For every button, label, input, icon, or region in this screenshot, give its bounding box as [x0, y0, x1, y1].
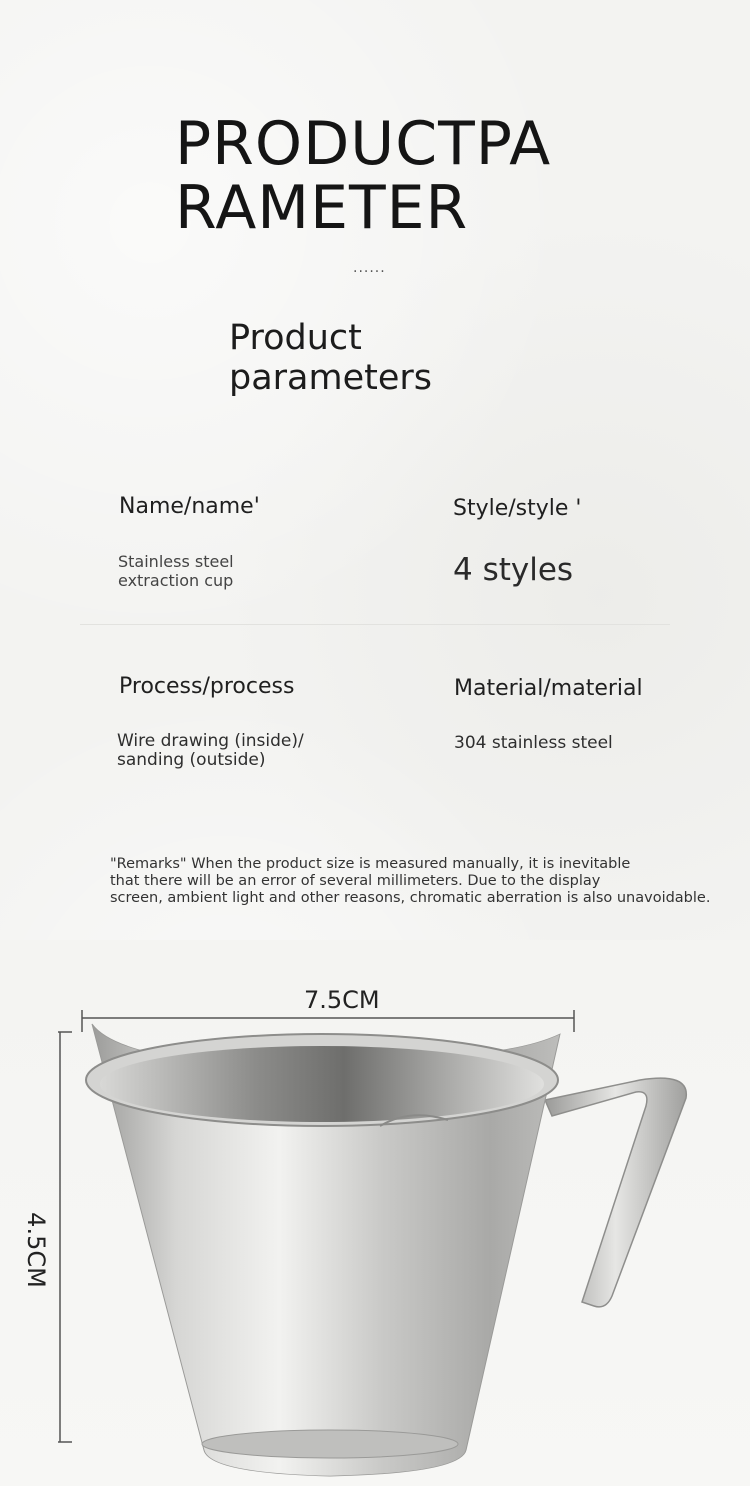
section-subtitle	[229, 318, 432, 398]
decorative-dots: ......	[353, 260, 386, 276]
section-subtitle-line-2: parameters	[229, 358, 433, 398]
product-image	[0, 940, 750, 1486]
name-value-line-2: extraction cup	[118, 571, 234, 590]
remarks-line-2: that there will be an error of several millimeters. Due to the display	[110, 873, 601, 889]
process-value-line-2: sanding (outside)	[117, 750, 266, 770]
style-value: 4 styles	[453, 552, 574, 588]
remarks-text	[110, 856, 710, 907]
material-value: 304 stainless steel	[454, 733, 613, 753]
style-label: Style/style '	[453, 496, 582, 521]
page-title-line-2: RAMETER	[175, 173, 469, 243]
cup-inner	[100, 1046, 544, 1122]
process-label: Process/process	[119, 674, 295, 699]
process-value-line-1: Wire drawing (inside)/	[117, 731, 304, 751]
height-label: 4.5CM	[22, 1212, 50, 1288]
width-label: 7.5CM	[304, 986, 380, 1014]
divider	[80, 624, 670, 625]
remarks-line-3: screen, ambient light and other reasons, chromatic aberration is also unavoidable.	[110, 890, 711, 906]
process-value	[117, 732, 304, 770]
page-title-line-1: PRODUCTPA	[175, 109, 552, 179]
remarks-line-1: "Remarks" When the product size is measured manually, it is inevitable	[110, 856, 631, 872]
cup-base	[202, 1430, 458, 1458]
section-subtitle-line-1: Product	[229, 318, 362, 358]
name-value-line-1: Stainless steel	[118, 552, 234, 571]
name-label: Name/name'	[119, 494, 260, 519]
page-title	[175, 109, 595, 243]
material-label: Material/material	[454, 676, 643, 701]
cup-handle	[545, 1078, 686, 1307]
name-value	[118, 552, 234, 590]
height-dimension-line	[58, 1032, 72, 1442]
